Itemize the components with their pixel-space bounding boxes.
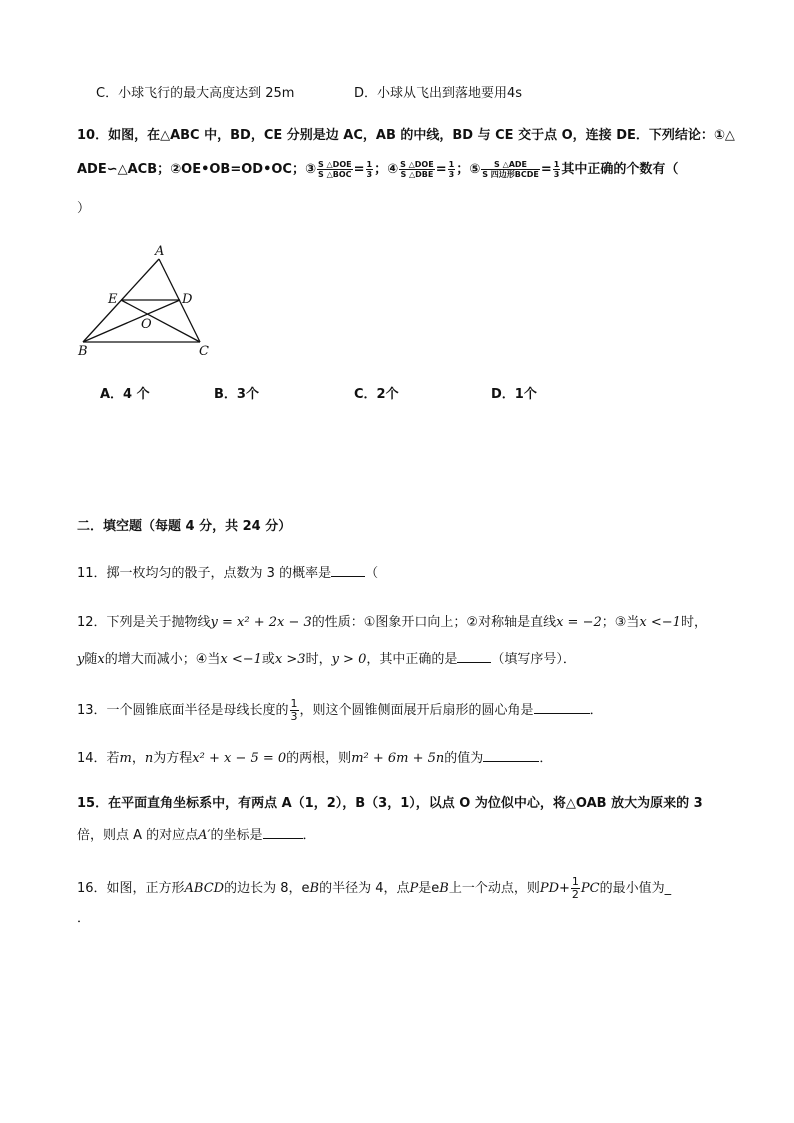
q10-stem-line1: 10．如图，在△ABC 中，BD，CE 分别是边 AC，AB 的中线，BD 与 CE 交于点 O，连接 DE．下列结论：①△	[77, 128, 735, 143]
q16-e: 上一个动点，则	[448, 881, 540, 896]
q12-l2a: 随	[84, 652, 98, 667]
q13-c: ．	[589, 703, 603, 718]
q10-stem-line2	[77, 160, 678, 179]
q16-pd: PD	[539, 881, 559, 896]
q13-fd: 3	[290, 710, 298, 723]
q10-f5-den: S 四边形BCDE	[482, 170, 539, 179]
q11-text: 11．掷一枚均匀的骰子，点数为 3 的概率是	[77, 566, 332, 581]
q16-b: 的边长为 8，	[224, 881, 302, 896]
q15-line1: 15．在平面直角坐标系中，有两点 A（1，2），B（3，1），以点 O 为位似中心，将△OAB 放大为原来的 3	[77, 796, 703, 811]
q14-b: 为方程	[153, 751, 193, 766]
q11-after: （	[365, 566, 379, 581]
q10-fraction-4r	[448, 160, 456, 179]
q9-option-d: D．小球从飞出到落地要用4s	[354, 86, 523, 101]
q10-f5-rd: 3	[553, 170, 560, 179]
q10-fraction-4	[399, 160, 435, 179]
q15-ap: A′	[198, 828, 211, 843]
q12-l2eq1: x <−1	[220, 652, 262, 667]
q10-f4-den: S △DBE	[400, 170, 434, 179]
q12-line1	[77, 614, 707, 632]
q10-fraction-3	[317, 160, 353, 179]
q10-f4-rn: 1	[448, 160, 455, 169]
q10-f3-den: S △BOC	[318, 170, 352, 179]
q12-eq2: x = −2	[556, 615, 602, 630]
q15-end: ．	[302, 828, 316, 843]
q15-l2b: 的坐标是	[210, 828, 263, 843]
q16-line1	[77, 876, 671, 901]
q14-d: 的值为	[444, 751, 484, 766]
q14-n: n	[144, 751, 154, 766]
q16-plus: +	[559, 881, 570, 896]
q10-stem-line3: ）	[77, 201, 91, 216]
q10-f4-num: S △DOE	[400, 160, 434, 169]
q16-g: _	[664, 881, 672, 896]
label-a: A	[155, 244, 165, 259]
q13-b: ，则这个圆锥侧面展开后扇形的圆心角是	[299, 703, 534, 718]
q10-option-c: C．2个	[354, 387, 399, 402]
answer-blank	[457, 650, 491, 663]
q16-c: 的半径为 4，点	[319, 881, 410, 896]
q12-d: 时，	[680, 615, 707, 630]
q10-option-b: B．3个	[214, 387, 259, 402]
section-title: 二．填空题（每题 4 分，共 24 分）	[77, 519, 292, 534]
q12-eq: y = x² + 2x − 3	[210, 615, 312, 630]
q16-a: 16．如图，正方形	[77, 881, 185, 896]
label-o: O	[141, 317, 152, 332]
q15-line2	[77, 826, 316, 845]
q16-f: 的最小值为	[599, 881, 665, 896]
q12-line2	[77, 650, 576, 669]
q10-f3-rn: 1	[366, 160, 373, 169]
q10-text-d: 其中正确的个数有（	[561, 162, 679, 177]
q10-option-d: D．1个	[491, 387, 537, 402]
q12-x: x	[97, 652, 105, 667]
q10-fraction-5	[481, 160, 540, 179]
q12-l2d: ，其中正确的是	[366, 652, 458, 667]
q12-c: ；③当	[601, 615, 640, 630]
q13-fn: 1	[290, 697, 298, 710]
q13-a: 13．一个圆锥底面半径是母线长度的	[77, 703, 289, 718]
q10-f3-rd: 3	[366, 170, 373, 179]
q14-e: ．	[539, 751, 553, 766]
q12-a: 12．下列是关于抛物线	[77, 615, 211, 630]
answer-blank	[483, 749, 539, 762]
label-c: C	[199, 344, 209, 359]
q14-m: m	[119, 751, 132, 766]
q14-eq: x² + x − 5 = 0	[192, 751, 287, 766]
q10-text-b: ；④	[374, 162, 399, 177]
q12-b: 的性质：①图象开口向上；②对称轴是直线	[311, 615, 557, 630]
q16-abcd: ABCD	[184, 881, 225, 896]
q10-f5-eq: =	[540, 162, 552, 177]
q14-eq2: m² + 6m + 5n	[351, 751, 445, 766]
q16-pc: PC	[580, 881, 600, 896]
q12-l2eq2: x >3	[274, 652, 306, 667]
q11	[77, 564, 378, 583]
answer-blank	[534, 701, 590, 714]
q16-e1: e	[301, 881, 310, 896]
q14-a: 14．若	[77, 751, 120, 766]
q12-or: 或	[261, 652, 275, 667]
q16-e2: e	[431, 881, 440, 896]
q12-l2b: 的增大而减小；④当	[104, 652, 221, 667]
q16-fd: 2	[571, 888, 579, 901]
label-b: B	[78, 344, 88, 359]
q16-bb: B	[309, 881, 320, 896]
q9-option-c: C．小球飞行的最大高度达到 25m	[96, 86, 295, 101]
answer-blank	[263, 826, 303, 839]
q10-f5-rn: 1	[553, 160, 560, 169]
q10-text-a: ADE∽△ACB；②OE•OB=OD•OC；③	[77, 162, 316, 177]
q16-fn: 1	[571, 875, 579, 888]
q16-line2: ．	[77, 911, 91, 926]
q10-text-c: ；⑤	[456, 162, 481, 177]
q15-l2a: 倍，则点 A 的对应点	[77, 828, 199, 843]
q12-l2eq3: y > 0	[331, 652, 367, 667]
q12-l2e: （填写序号）．	[491, 652, 576, 667]
q14-sep: ，	[131, 751, 145, 766]
q13	[77, 698, 603, 723]
label-d: D	[182, 292, 193, 307]
q10-f3-eq: =	[353, 162, 365, 177]
q12-l2c: 时，	[305, 652, 332, 667]
q10-f4-rd: 3	[448, 170, 455, 179]
q10-option-a: A．4 个	[100, 387, 150, 402]
q16-bb2: B	[439, 881, 449, 896]
q10-fraction-3r	[366, 160, 374, 179]
q12-eq3: x <−1	[639, 615, 681, 630]
answer-blank	[331, 564, 365, 577]
q12-y: y	[77, 652, 85, 667]
q10-f4-eq: =	[435, 162, 447, 177]
q13-fraction	[290, 698, 299, 723]
q10-f5-num: S △ADE	[481, 160, 540, 170]
q14	[77, 749, 552, 768]
triangle-figure	[70, 238, 220, 362]
q10-f3-num: S △DOE	[317, 160, 352, 169]
label-e: E	[108, 292, 118, 307]
q16-fraction	[571, 876, 580, 901]
q10-fraction-5r	[553, 160, 561, 179]
q16-p: P	[409, 881, 419, 896]
q14-c: 的两根，则	[286, 751, 352, 766]
q16-d: 是	[418, 881, 432, 896]
